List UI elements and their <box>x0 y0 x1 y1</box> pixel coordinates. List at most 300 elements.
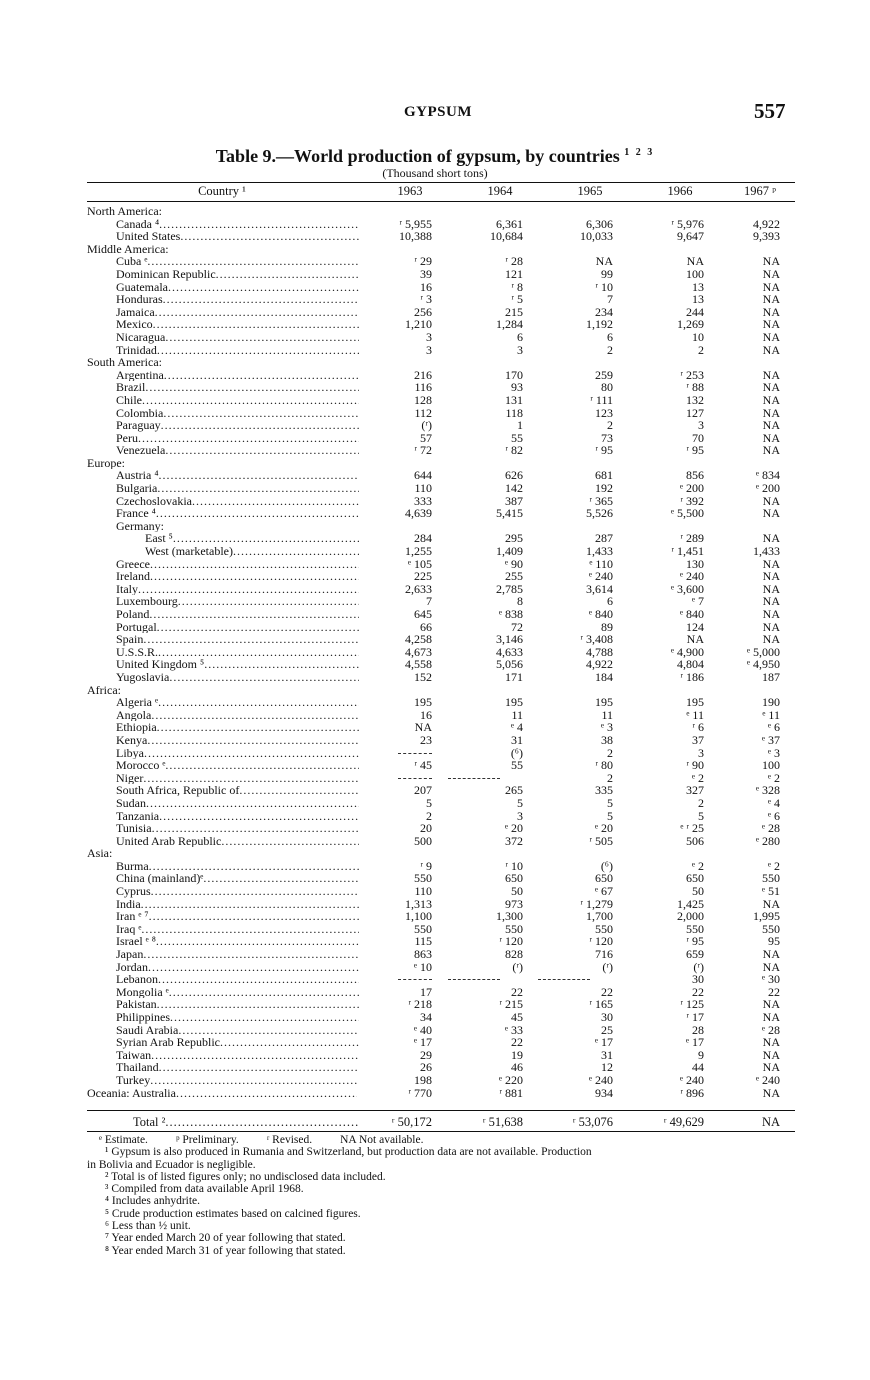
value-1965: 89 <box>601 619 613 634</box>
value-1965: 1,433 <box>586 544 613 559</box>
value-1966: ᵉ 3,600 <box>670 581 704 596</box>
country-name: Mexico ..... <box>116 318 359 331</box>
value-1967: NA <box>762 329 780 344</box>
country-name: Greece ..... <box>116 558 359 571</box>
value-1964: 131 <box>505 392 523 407</box>
country-name: Bulgaria ..... <box>116 482 359 495</box>
value-1967: NA <box>762 342 780 357</box>
value-1964: 22 <box>511 1035 523 1050</box>
value-1964: 5 <box>517 795 523 810</box>
value-1967: NA <box>762 254 780 269</box>
value-1963: 115 <box>414 934 432 949</box>
value-1966: ʳ 17 <box>686 1010 704 1024</box>
value-1966: 132 <box>686 392 704 407</box>
total-1967: NA <box>761 1115 780 1129</box>
table-row <box>0 595 870 608</box>
value-1966: 5 <box>698 808 704 823</box>
table-title-footnote-marks: 1 2 3 <box>624 147 655 158</box>
value-1966: (ʳ) <box>693 959 704 974</box>
value-1967: 95 <box>768 934 780 949</box>
table-row <box>0 419 870 432</box>
value-1964: 46 <box>511 1060 523 1075</box>
value-1966: 244 <box>686 304 704 319</box>
legend-not-available: NA Not available. <box>340 1134 424 1146</box>
value-1963: 110 <box>414 884 432 899</box>
value-1966: 659 <box>686 947 704 962</box>
country-name: Angola ..... <box>116 709 359 722</box>
table-row <box>0 394 870 407</box>
value-1963: 29 <box>420 1047 432 1062</box>
dash-placeholder <box>448 778 500 779</box>
value-1966: ᵉ 11 <box>686 707 704 722</box>
column-header-1963: 1963 <box>397 184 423 198</box>
value-1965: 25 <box>601 1022 613 1037</box>
value-1967: ᵉ 240 <box>755 1072 780 1087</box>
value-1966: ʳ 90 <box>686 758 704 773</box>
country-name: Dominican Republic ..... <box>116 268 359 281</box>
table-row <box>0 709 870 722</box>
value-1965: 99 <box>601 266 613 281</box>
value-1964: 45 <box>511 1010 523 1024</box>
value-1967: NA <box>762 569 780 584</box>
table-body <box>0 205 870 1099</box>
value-1967: NA <box>762 279 780 294</box>
value-1965: ʳ 365 <box>589 493 613 508</box>
value-1965: 10,033 <box>580 229 613 244</box>
table-row <box>0 293 870 306</box>
table-row <box>0 407 870 420</box>
value-1967: ᵉ 280 <box>755 833 780 848</box>
value-1965: 287 <box>595 531 613 546</box>
table-row <box>0 318 870 331</box>
value-1963: 7 <box>426 594 432 609</box>
country-name: South Africa, Republic of ..... <box>116 784 359 797</box>
total-top-rule <box>87 1110 795 1111</box>
country-name: Cuba ᵉ ..... <box>116 255 359 268</box>
value-1967: NA <box>762 392 780 407</box>
value-1965: 1,700 <box>586 909 613 924</box>
value-1963: 1,100 <box>405 909 432 924</box>
value-1966: ᵉ 7 <box>691 594 704 609</box>
table-section-row <box>0 457 870 470</box>
value-1966: ᵉ 2 <box>691 858 704 873</box>
value-1963: 1,313 <box>405 896 432 911</box>
total-1963: ʳ 50,172 <box>391 1115 432 1129</box>
value-1967: NA <box>762 594 780 609</box>
footnote-2: ² Total is of listed figures only; no undisclosed data included. <box>105 1170 386 1183</box>
value-1965: 30 <box>601 1010 613 1024</box>
value-1965: 5,526 <box>586 506 613 521</box>
value-1966: 2,000 <box>677 909 704 924</box>
country-name: Cyprus ..... <box>116 885 359 898</box>
value-1967: NA <box>762 430 780 445</box>
value-1967: ᵉ 4 <box>767 795 780 810</box>
table-title-text: Table 9.—World production of gypsum, by countries <box>215 146 620 166</box>
country-name: Honduras ..... <box>116 293 359 306</box>
country-name: Turkey ..... <box>116 1074 359 1087</box>
value-1963: ʳ 218 <box>408 997 432 1012</box>
country-name: East ⁵ ..... <box>145 532 359 545</box>
table-row <box>0 986 870 999</box>
dash-placeholder <box>398 979 432 980</box>
value-1964: 5,415 <box>496 506 523 521</box>
table-row <box>0 381 870 394</box>
value-1964: ᵉ 838 <box>498 607 523 621</box>
value-1963: ʳ 29 <box>414 254 432 269</box>
value-1967: ᵉ 28 <box>761 821 780 836</box>
table-row <box>0 835 870 848</box>
country-name: West (marketable) ..... <box>145 545 359 558</box>
value-1967: ᵉ 37 <box>761 732 780 747</box>
value-1967: 187 <box>762 669 780 684</box>
value-1963: 66 <box>420 619 432 634</box>
country-name: Japan ..... <box>116 948 359 961</box>
footnote-5: ⁵ Crude production estimates based on calcined figures. <box>105 1207 361 1220</box>
country-name: Europe: <box>87 456 125 470</box>
value-1967: NA <box>762 418 780 433</box>
value-1967: ᵉ 6 <box>767 808 780 823</box>
dash-placeholder <box>398 778 432 779</box>
value-1965: ʳ 111 <box>590 392 613 407</box>
footnotes <box>87 1134 797 1257</box>
value-1964: 626 <box>505 468 523 483</box>
value-1963: ʳ 9 <box>420 858 432 873</box>
value-1966: 856 <box>686 468 704 483</box>
table-row <box>0 923 870 936</box>
value-1966: 50 <box>692 884 704 899</box>
value-1964: 6 <box>517 329 523 344</box>
value-1963: 3 <box>426 342 432 357</box>
total-label: Total ² ..... <box>133 1115 359 1130</box>
country-name: Syrian Arab Republic ..... <box>116 1036 359 1049</box>
value-1964: ʳ 28 <box>505 254 523 269</box>
value-1964: ᵉ 220 <box>498 1072 523 1087</box>
value-1964: 3,146 <box>496 632 523 647</box>
value-1966: 195 <box>686 695 704 710</box>
value-1967: NA <box>762 266 780 281</box>
value-1963: 2 <box>426 808 432 823</box>
value-1967: NA <box>762 292 780 307</box>
value-1965: ᵉ 67 <box>594 884 613 899</box>
value-1966: ʳ 6 <box>692 720 704 735</box>
value-1966: 2 <box>698 795 704 810</box>
value-1964: 8 <box>517 594 523 609</box>
country-name: Sudan ..... <box>116 797 359 810</box>
value-1966: ʳ 392 <box>680 493 704 508</box>
country-name: Algeria ᵉ ..... <box>116 696 359 709</box>
table-row <box>0 872 870 885</box>
value-1965: 12 <box>601 1060 613 1075</box>
value-1963: 550 <box>414 921 432 936</box>
table-row <box>0 469 870 482</box>
value-1965: 6 <box>607 329 613 344</box>
table-row <box>0 646 870 659</box>
footnote-4: ⁴ Includes anhydrite. <box>105 1195 201 1208</box>
value-1963: ʳ 770 <box>408 1085 432 1100</box>
value-1966: ᵉ 840 <box>679 607 704 621</box>
value-1963: 198 <box>414 1072 432 1087</box>
value-1963: 112 <box>414 405 432 420</box>
value-1966: 10 <box>692 329 704 344</box>
value-1965: 123 <box>595 405 613 420</box>
value-1967: NA <box>762 443 780 458</box>
value-1964: 255 <box>505 569 523 584</box>
table-section-row <box>0 847 870 860</box>
table-row <box>0 633 870 646</box>
value-1963: 644 <box>414 468 432 483</box>
value-1963: 128 <box>414 392 432 407</box>
table-section-row <box>0 243 870 256</box>
value-1965: 259 <box>595 367 613 382</box>
value-1964: 1,409 <box>496 544 523 559</box>
value-1964: 93 <box>511 380 523 395</box>
value-1964: 22 <box>511 984 523 999</box>
column-header-1964: 1964 <box>487 184 513 198</box>
value-1965: 2 <box>607 342 613 357</box>
value-1964: 195 <box>505 695 523 710</box>
value-1967: NA <box>762 997 780 1012</box>
value-1967: NA <box>762 619 780 634</box>
value-1964: 3 <box>517 808 523 823</box>
value-1967: NA <box>762 304 780 319</box>
table-row <box>0 759 870 772</box>
value-1963: 216 <box>414 367 432 382</box>
value-1967: ᵉ 28 <box>761 1022 780 1037</box>
value-1965: 335 <box>595 783 613 798</box>
table-row <box>0 432 870 445</box>
country-name: Yugoslavia ..... <box>116 671 359 684</box>
value-1967: NA <box>762 556 780 571</box>
value-1965: 6 <box>607 594 613 609</box>
value-1964: 6,361 <box>496 216 523 231</box>
value-1964: 828 <box>505 947 523 962</box>
table-bottom-rule <box>87 1131 795 1132</box>
country-name: Saudi Arabia ..... <box>116 1024 359 1037</box>
country-name: U.S.S.R. ..... <box>116 646 359 659</box>
table-row <box>0 696 870 709</box>
value-1964: (⁶) <box>510 745 523 760</box>
value-1964: ʳ 215 <box>499 997 523 1012</box>
value-1967: 1,995 <box>753 909 780 924</box>
value-1964: ᵉ 90 <box>504 556 523 571</box>
table-row <box>0 910 870 923</box>
value-1967: NA <box>762 1060 780 1075</box>
value-1966: 28 <box>692 1022 704 1037</box>
value-1964: ᵉ 33 <box>504 1022 523 1037</box>
table-row <box>0 998 870 1011</box>
column-header-country: Country ¹ <box>198 184 246 198</box>
value-1965: ᵉ 17 <box>594 1035 613 1050</box>
value-1965: 80 <box>601 380 613 395</box>
table-row <box>0 810 870 823</box>
table-row <box>0 961 870 974</box>
value-1966: 3 <box>698 418 704 433</box>
country-name: Iran ᵉ ⁷ ..... <box>116 910 359 923</box>
legend-revised: ʳ Revised. <box>266 1134 313 1146</box>
country-name: Philippines ..... <box>116 1011 359 1024</box>
value-1963: ᵉ 40 <box>413 1022 432 1037</box>
value-1965: 2 <box>607 770 613 785</box>
country-name: France ⁴ ..... <box>116 507 359 520</box>
value-1966: 9 <box>698 1047 704 1062</box>
value-1967: NA <box>762 632 780 647</box>
table-row <box>0 444 870 457</box>
value-1967: NA <box>762 1035 780 1050</box>
value-1966: ʳ 95 <box>686 443 704 458</box>
value-1965: 7 <box>607 292 613 307</box>
value-1964: 2,785 <box>496 581 523 596</box>
country-name: India ..... <box>116 898 359 911</box>
value-1967: NA <box>762 1047 780 1062</box>
country-name: Paraguay ..... <box>116 419 359 432</box>
table-row <box>0 230 870 243</box>
value-1967: 190 <box>762 695 780 710</box>
country-name: Libya ..... <box>116 747 359 760</box>
value-1963: 3 <box>426 329 432 344</box>
table-row <box>0 1074 870 1087</box>
value-1966: ʳ 95 <box>686 934 704 949</box>
value-1967: ᵉ 328 <box>755 783 780 798</box>
value-1966: 124 <box>686 619 704 634</box>
table-row <box>0 721 870 734</box>
value-1966: 327 <box>686 783 704 798</box>
value-1966: 1,269 <box>677 317 704 332</box>
value-1966: 1,425 <box>677 896 704 911</box>
value-1963: ʳ 45 <box>414 758 432 773</box>
value-1964: 55 <box>511 758 523 773</box>
country-name: Jordan ..... <box>116 961 359 974</box>
value-1964: ᵉ 4 <box>510 720 523 735</box>
value-1967: NA <box>762 405 780 420</box>
table-row <box>0 1011 870 1024</box>
running-header-title: GYPSUM <box>404 104 472 120</box>
value-1965: 38 <box>601 732 613 747</box>
value-1965: ʳ 80 <box>595 758 613 773</box>
country-name: Venezuela ..... <box>116 444 359 457</box>
value-1963: ʳ 72 <box>414 443 432 458</box>
value-1966: ᵉ 17 <box>685 1035 704 1050</box>
country-name: Niger ..... <box>116 772 359 785</box>
value-1964: 170 <box>505 367 523 382</box>
country-name: Taiwan ..... <box>116 1049 359 1062</box>
value-1963: 20 <box>420 821 432 836</box>
value-1966: ᵉ 240 <box>679 1072 704 1087</box>
table-row <box>0 734 870 747</box>
value-1967: 4,922 <box>753 216 780 231</box>
table-row <box>0 1036 870 1049</box>
value-1965: 716 <box>595 947 613 962</box>
country-name: United States ..... <box>116 230 359 243</box>
value-1967: NA <box>762 506 780 521</box>
value-1964: ʳ 5 <box>511 292 523 307</box>
table-row <box>0 218 870 231</box>
value-1965: 6,306 <box>586 216 613 231</box>
value-1964: ʳ 120 <box>499 934 523 949</box>
value-1966: 13 <box>692 279 704 294</box>
value-1966: ᵉ 240 <box>679 569 704 584</box>
value-1966: ᵉ 4,900 <box>670 644 704 659</box>
value-1964: ʳ 881 <box>499 1085 523 1100</box>
value-1964: 4,633 <box>496 644 523 659</box>
country-name: Poland ..... <box>116 608 359 621</box>
table-row <box>0 520 870 533</box>
value-1966: ʳ 88 <box>686 380 704 395</box>
table-row <box>0 369 870 382</box>
value-1966: 650 <box>686 871 704 886</box>
table-row <box>0 935 870 948</box>
value-1965: ᵉ 20 <box>594 821 613 836</box>
value-1963: 256 <box>414 304 432 319</box>
column-header-1966: 1966 <box>667 184 693 198</box>
value-1965: 234 <box>595 304 613 319</box>
value-1963: ᵉ 105 <box>407 556 432 571</box>
table-row <box>0 281 870 294</box>
country-name: Austria ⁴ ..... <box>116 469 359 482</box>
table-row <box>0 671 870 684</box>
country-name: Canada ⁴ ..... <box>116 218 359 231</box>
table-row <box>0 306 870 319</box>
value-1967: ᵉ 51 <box>761 884 780 899</box>
value-1965: (ʳ) <box>602 959 613 974</box>
value-1963: 333 <box>414 493 432 508</box>
value-1967: ᵉ 6 <box>767 720 780 735</box>
value-1964: 372 <box>505 833 523 848</box>
country-name: Tunisia ..... <box>116 822 359 835</box>
value-1965: 3,614 <box>586 581 613 596</box>
value-1966: ʳ 289 <box>680 531 704 546</box>
table-title <box>0 146 870 167</box>
table-row-total <box>0 1115 870 1129</box>
value-1965: ʳ 165 <box>589 997 613 1012</box>
total-1965: ʳ 53,076 <box>572 1115 613 1129</box>
column-header-1967: 1967 ᵖ <box>743 184 776 198</box>
value-1966: 2 <box>698 342 704 357</box>
value-1965: 5 <box>607 795 613 810</box>
value-1964: ʳ 10 <box>505 858 523 873</box>
country-name: Brazil ..... <box>116 381 359 394</box>
table-row <box>0 621 870 634</box>
table-row <box>0 784 870 797</box>
country-name: Kenya ..... <box>116 734 359 747</box>
value-1964: 387 <box>505 493 523 508</box>
value-1964: 50 <box>511 884 523 899</box>
footnote-1: ¹ Gypsum is also produced in Rumania and Switzerland, but production data are not available. Production <box>105 1146 592 1159</box>
table-row <box>0 1061 870 1074</box>
table-section-row <box>0 356 870 369</box>
country-name: Africa: <box>87 683 121 697</box>
value-1964: 5,056 <box>496 657 523 672</box>
value-1965: ᵉ 240 <box>588 1072 613 1087</box>
value-1966: 4,804 <box>677 657 704 672</box>
value-1966: 506 <box>686 833 704 848</box>
value-1967: NA <box>762 1085 780 1100</box>
value-1963: 152 <box>414 669 432 684</box>
value-1963: 57 <box>420 430 432 445</box>
table-row <box>0 255 870 268</box>
country-name: Germany: <box>116 519 164 533</box>
value-1965: 934 <box>595 1085 613 1100</box>
table-row <box>0 482 870 495</box>
value-1966: ʳ 1,451 <box>671 544 704 559</box>
value-1964: 31 <box>511 732 523 747</box>
value-1964: ʳ 8 <box>511 279 523 294</box>
country-name: Luxembourg ..... <box>116 595 359 608</box>
country-name: Oceania: Australia ..... <box>87 1087 357 1100</box>
value-1967: ᵉ 3 <box>767 745 780 760</box>
country-name: Chile ..... <box>116 394 359 407</box>
table-row <box>0 973 870 986</box>
value-1967: ᵉ 2 <box>767 858 780 873</box>
